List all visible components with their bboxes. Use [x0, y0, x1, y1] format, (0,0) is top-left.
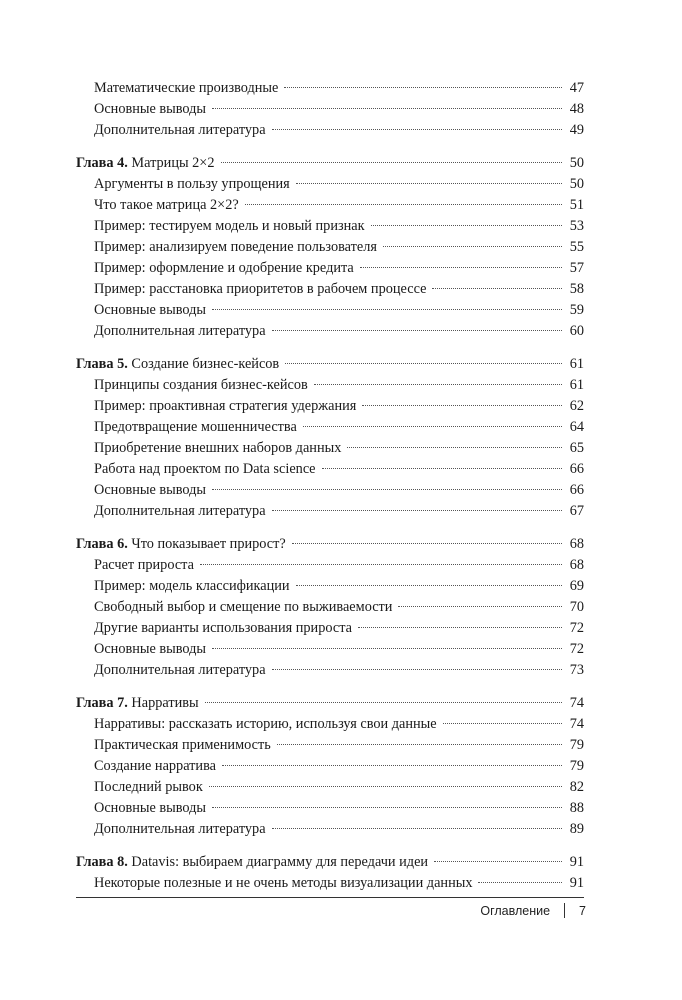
dot-leader: [285, 363, 562, 364]
entry-page-number: 88: [569, 800, 584, 816]
dot-leader: [434, 861, 562, 862]
dot-leader: [245, 204, 562, 205]
chapter-name: Datavis: выбираем диаграмму для передачи идеи: [131, 854, 429, 870]
entry-page-number: 61: [569, 377, 584, 393]
entry-page-number: 47: [569, 80, 584, 96]
toc-entry-row: [76, 660, 584, 681]
dot-leader: [212, 648, 562, 649]
entry-page-number: 51: [569, 197, 584, 213]
entry-title: Дополнительная литература: [94, 323, 266, 339]
toc-entry-row: [76, 438, 584, 459]
chapter-title: [76, 534, 286, 555]
toc-entry-row: [76, 735, 584, 756]
entry-title: Работа над проектом по Data science: [94, 461, 316, 477]
toc-entry-row: [76, 99, 584, 120]
entry-page-number: 62: [569, 398, 584, 414]
toc-entry-row: [76, 501, 584, 522]
dot-leader: [212, 489, 562, 490]
entry-title: Некоторые полезные и не очень методы визуализации данных: [94, 875, 473, 891]
entry-page-number: 68: [569, 557, 584, 573]
entry-title: Дополнительная литература: [94, 122, 266, 138]
footer-rule: [76, 897, 584, 898]
footer-separator: [564, 903, 565, 918]
dot-leader: [362, 405, 562, 406]
toc-entry-row: [76, 597, 584, 618]
toc-entry-row: [76, 195, 584, 216]
entry-page-number: 79: [569, 758, 584, 774]
entry-title: Пример: анализируем поведение пользователя: [94, 239, 377, 255]
chapter-title: [76, 852, 428, 873]
toc-entry-row: [76, 576, 584, 597]
chapter-title: [76, 693, 199, 714]
dot-leader: [347, 447, 562, 448]
chapter-page-number: 74: [569, 695, 584, 711]
entry-title: Основные выводы: [94, 302, 207, 318]
chapter-name: Создание бизнес-кейсов: [131, 356, 280, 372]
dot-leader: [200, 564, 562, 565]
dot-leader: [383, 246, 562, 247]
entry-page-number: 66: [569, 461, 584, 477]
dot-leader: [222, 765, 562, 766]
page-footer: [480, 903, 586, 918]
dot-leader: [358, 627, 562, 628]
dot-leader: [314, 384, 562, 385]
entry-title: Дополнительная литература: [94, 662, 266, 678]
entry-page-number: 69: [569, 578, 584, 594]
dot-leader: [212, 108, 562, 109]
entry-title: Пример: проактивная стратегия удержания: [94, 398, 357, 414]
toc-entry-row: [76, 459, 584, 480]
dot-leader: [292, 543, 562, 544]
toc-entry-row: [76, 777, 584, 798]
toc-entry-row: [76, 798, 584, 819]
entry-title: Приобретение внешних наборов данных: [94, 440, 342, 456]
entry-page-number: 59: [569, 302, 584, 318]
chapter-title: [76, 153, 215, 174]
entry-page-number: 57: [569, 260, 584, 276]
chapter-name: Матрицы 2×2: [131, 155, 215, 171]
entry-title: Основные выводы: [94, 101, 207, 117]
entry-title: Пример: оформление и одобрение кредита: [94, 260, 354, 276]
toc-chapter-row: [76, 153, 584, 174]
entry-title: Основные выводы: [94, 482, 207, 498]
toc-chapter-block: [76, 852, 584, 894]
entry-page-number: 58: [569, 281, 584, 297]
dot-leader: [322, 468, 562, 469]
chapter-label: Глава 4.: [76, 155, 128, 171]
entry-page-number: 53: [569, 218, 584, 234]
entry-page-number: 72: [569, 641, 584, 657]
chapter-name: Нарративы: [131, 695, 199, 711]
dot-leader: [360, 267, 562, 268]
entry-page-number: 48: [569, 101, 584, 117]
dot-leader: [205, 702, 562, 703]
entry-page-number: 49: [569, 122, 584, 138]
dot-leader: [443, 723, 562, 724]
toc-entry-row: [76, 873, 584, 894]
footer-page-number: 7: [579, 903, 586, 918]
toc-entry-row: [76, 258, 584, 279]
toc-entry-row: [76, 555, 584, 576]
toc-entry-row: [76, 216, 584, 237]
dot-leader: [478, 882, 562, 883]
dot-leader: [398, 606, 562, 607]
entry-title: Основные выводы: [94, 800, 207, 816]
toc-chapter-row: [76, 693, 584, 714]
entry-title: Создание нарратива: [94, 758, 216, 774]
entry-page-number: 67: [569, 503, 584, 519]
chapter-page-number: 68: [569, 536, 584, 552]
entry-title: Принципы создания бизнес-кейсов: [94, 377, 308, 393]
chapter-name: Что показывает прирост?: [131, 536, 286, 552]
entry-page-number: 55: [569, 239, 584, 255]
toc-entry-row: [76, 714, 584, 735]
toc-chapter-block: [76, 354, 584, 522]
footer-section-title: Оглавление: [480, 903, 551, 918]
entry-page-number: 72: [569, 620, 584, 636]
entry-title: Математические производные: [94, 80, 279, 96]
entry-title: Практическая применимость: [94, 737, 271, 753]
entry-page-number: 74: [569, 716, 584, 732]
dot-leader: [221, 162, 562, 163]
toc-entry-row: [76, 396, 584, 417]
chapter-label: Глава 5.: [76, 356, 128, 372]
dot-leader: [272, 828, 562, 829]
dot-leader: [371, 225, 562, 226]
toc-chapter-block: [76, 78, 584, 141]
toc-entry-row: [76, 756, 584, 777]
dot-leader: [212, 309, 562, 310]
chapter-title: [76, 354, 279, 375]
dot-leader: [272, 510, 562, 511]
dot-leader: [209, 786, 562, 787]
entry-title: Пример: расстановка приоритетов в рабочем процессе: [94, 281, 427, 297]
entry-page-number: 91: [569, 875, 584, 891]
dot-leader: [272, 669, 562, 670]
chapter-page-number: 61: [569, 356, 584, 372]
toc-entry-row: [76, 639, 584, 660]
dot-leader: [296, 183, 562, 184]
dot-leader: [277, 744, 562, 745]
entry-page-number: 79: [569, 737, 584, 753]
chapter-label: Глава 7.: [76, 695, 128, 711]
entry-title: Дополнительная литература: [94, 821, 266, 837]
entry-page-number: 65: [569, 440, 584, 456]
toc-chapter-row: [76, 354, 584, 375]
entry-title: Дополнительная литература: [94, 503, 266, 519]
toc-entry-row: [76, 279, 584, 300]
toc-entry-row: [76, 237, 584, 258]
entry-title: Последний рывок: [94, 779, 203, 795]
entry-title: Пример: модель классификации: [94, 578, 290, 594]
dot-leader: [296, 585, 562, 586]
toc-entry-row: [76, 78, 584, 99]
toc-entry-row: [76, 120, 584, 141]
entry-page-number: 70: [569, 599, 584, 615]
toc-entry-row: [76, 375, 584, 396]
entry-title: Что такое матрица 2×2?: [94, 197, 239, 213]
entry-title: Свободный выбор и смещение по выживаемости: [94, 599, 393, 615]
toc-entry-row: [76, 618, 584, 639]
entry-title: Аргументы в пользу упрощения: [94, 176, 290, 192]
toc-entry-row: [76, 417, 584, 438]
chapter-page-number: 91: [569, 854, 584, 870]
entry-title: Другие варианты использования прироста: [94, 620, 352, 636]
dot-leader: [272, 330, 562, 331]
chapter-label: Глава 8.: [76, 854, 128, 870]
toc-chapter-block: [76, 153, 584, 342]
dot-leader: [272, 129, 562, 130]
entry-page-number: 64: [569, 419, 584, 435]
chapter-page-number: 50: [569, 155, 584, 171]
entry-title: Основные выводы: [94, 641, 207, 657]
toc-entry-row: [76, 174, 584, 195]
toc-entry-row: [76, 300, 584, 321]
chapter-label: Глава 6.: [76, 536, 128, 552]
toc-entry-row: [76, 321, 584, 342]
entry-page-number: 73: [569, 662, 584, 678]
toc-entry-row: [76, 480, 584, 501]
entry-title: Расчет прироста: [94, 557, 194, 573]
toc-entry-row: [76, 819, 584, 840]
dot-leader: [284, 87, 562, 88]
entry-title: Нарративы: рассказать историю, используя свои данные: [94, 716, 437, 732]
toc-chapter-block: [76, 693, 584, 840]
entry-page-number: 50: [569, 176, 584, 192]
entry-title: Пример: тестируем модель и новый признак: [94, 218, 365, 234]
dot-leader: [212, 807, 562, 808]
entry-page-number: 82: [569, 779, 584, 795]
toc-chapter-row: [76, 852, 584, 873]
dot-leader: [303, 426, 562, 427]
toc-chapter-block: [76, 534, 584, 681]
table-of-contents: [76, 78, 584, 906]
entry-page-number: 66: [569, 482, 584, 498]
dot-leader: [432, 288, 562, 289]
toc-chapter-row: [76, 534, 584, 555]
entry-page-number: 89: [569, 821, 584, 837]
entry-title: Предотвращение мошенничества: [94, 419, 297, 435]
entry-page-number: 60: [569, 323, 584, 339]
